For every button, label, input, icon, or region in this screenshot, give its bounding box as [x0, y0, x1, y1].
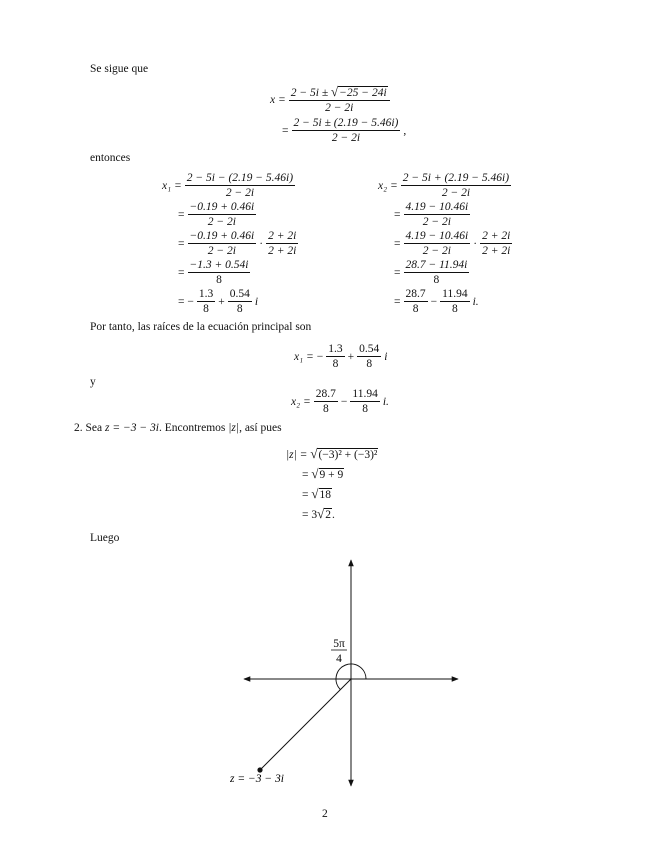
x1-step-4: = $\frac{-1.3 + 0.54i}{8}$ [178, 259, 249, 286]
item-text: , así pues [239, 422, 282, 434]
coefficient: 3 [311, 509, 318, 521]
denominator: 8 [203, 303, 209, 315]
sqrt-icon: √ [317, 506, 325, 521]
numerator: 11.94 [352, 388, 378, 400]
numerator: 28.7 − 11.94i [405, 259, 468, 271]
final-x1: x₁ = − $\frac{1.3}{8}$ + $\frac{0.54}{8}$ i [294, 343, 388, 370]
denominator: 8 [366, 358, 373, 370]
x1-label: x₁ = [294, 350, 314, 363]
numerator: 4.19 − 10.46i [405, 201, 469, 213]
denominator: 8 [433, 274, 440, 286]
numerator: 2 − 5i ± (2.19 − 5.46i) [293, 117, 399, 129]
complex-plane-figure [230, 552, 470, 792]
denominator: 8 [412, 303, 419, 315]
radicand: −25 − 24i [339, 87, 387, 99]
denominator: 2 + 2i [482, 245, 511, 257]
page-number: 2 [322, 808, 328, 820]
radicand: 2 [325, 509, 332, 521]
modulus-step-1 [286, 446, 378, 462]
denominator: 2 − 2i [422, 245, 451, 257]
numerator: −1.3 + 0.54i [189, 259, 249, 271]
numerator: 2 − 5i + (2.19 − 5.46i) [402, 172, 510, 184]
angle-label-denominator: 4 [336, 653, 342, 665]
fraction [292, 117, 401, 144]
z-vector [260, 679, 351, 770]
numerator: 0.54 [229, 288, 250, 300]
numerator: 2 + 2i [482, 230, 511, 242]
numerator: 1.3 [198, 288, 214, 300]
sqrt-icon: √ [331, 84, 339, 99]
denominator: 2 − 2i [325, 102, 354, 114]
x1-step-2: = $\frac{-0.19 + 0.46i}{2 - 2i}$ [178, 201, 255, 228]
numerator: 4.19 − 10.46i [405, 230, 469, 242]
x1-step-5: = − $\frac{1.3}{8}$ + $\frac{0.54}{8}$ i [178, 288, 259, 315]
radicand: (−3)² + (−3)² [318, 449, 378, 461]
angle-label-numerator: 5π [333, 638, 345, 650]
item-number: 2. [74, 422, 83, 434]
denominator: 2 − 2i [207, 245, 236, 257]
numerator: 28.7 [315, 388, 336, 400]
quadratic-formula-step-2: = $\frac{2 - 5i \pm (2.19 - 5.46i)}{2 - 2i}$ , [282, 117, 407, 144]
x2-step-1 [378, 172, 511, 199]
numerator: 2 + 2i [268, 230, 297, 242]
intro-text: Se sigue que [90, 63, 149, 75]
denominator: 2 − 2i [422, 216, 451, 228]
x1-step-3: = $\frac{-0.19 + 0.46i}{2 - 2i}$ · $\frac{2 + 2i}{2 + 2i}$ [178, 230, 297, 257]
modulus-step-3: = √18 [302, 486, 332, 501]
item-text: . Encontremos [158, 422, 229, 434]
radicand: 9 + 9 [319, 469, 344, 481]
x2-step-2: = $\frac{4.19 - 10.46i}{2 - 2i}$ [394, 201, 469, 228]
denominator: 8 [451, 303, 458, 315]
sqrt-icon: √ [311, 486, 319, 501]
x-eq-label: x = [270, 94, 286, 106]
por-tanto-text: Por tanto, las raíces de la ecuación principal son [90, 321, 312, 333]
denominator: 2 − 2i [441, 187, 471, 199]
denominator: 8 [322, 403, 329, 415]
denominator: 8 [332, 358, 339, 370]
luego-text: Luego [90, 532, 120, 544]
denominator: 2 − 2i [331, 132, 361, 144]
numerator: 2 − 5i − (2.19 − 5.46i) [186, 172, 294, 184]
numerator: −0.19 + 0.46i [189, 230, 255, 242]
denominator: 2 − 2i [225, 187, 255, 199]
numerator: 11.94 [442, 288, 468, 300]
x1-step-1 [162, 172, 295, 199]
z-point-label: z = −3 − 3i [230, 773, 284, 785]
numerator-part: 2 − 5i ± [290, 87, 329, 99]
fraction [289, 86, 390, 114]
denominator: 2 − 2i [207, 216, 236, 228]
y-text: y [90, 376, 96, 388]
sqrt-icon: √ [310, 446, 318, 461]
denominator: 8 [362, 403, 368, 415]
item-2-paragraph [74, 422, 282, 434]
x2-step-3: = $\frac{4.19 - 10.46i}{2 - 2i}$ · $\frac{2 + 2i}{2 + 2i}$ [394, 230, 511, 257]
x2-label: x₂ = [378, 179, 398, 192]
item-text: Sea [85, 422, 105, 434]
comma: , [403, 124, 407, 137]
x1-label: x₁ = [162, 179, 182, 192]
quadratic-formula-step-1 [270, 86, 390, 114]
x2-label: x₂ = [291, 395, 311, 408]
final-x2: x₂ = $\frac{28.7}{8}$ − $\frac{11.94}{8}$ i. [291, 388, 389, 415]
denominator: 8 [216, 274, 222, 286]
entonces-text: entonces [90, 152, 131, 164]
x2-step-4: = $\frac{28.7 - 11.94i}{8}$ [394, 259, 468, 286]
radicand: 18 [319, 489, 332, 501]
sqrt-icon: √ [311, 466, 319, 481]
x2-step-5: = $\frac{28.7}{8}$ − $\frac{11.94}{8}$ i. [394, 288, 479, 315]
denominator: 8 [236, 303, 243, 315]
numerator: 28.7 [405, 288, 426, 300]
modulus-step-2: = √9 + 9 [302, 466, 344, 481]
numerator: 0.54 [359, 343, 380, 355]
modulus: |z| [228, 422, 240, 434]
modulus-step-4: = 3√2. [302, 506, 335, 521]
numerator: 1.3 [328, 343, 343, 355]
denominator: 2 + 2i [268, 245, 297, 257]
z-definition: z = −3 − 3i [104, 422, 159, 434]
z-point [257, 767, 262, 772]
modulus-label: |z| = [286, 449, 308, 461]
numerator: −0.19 + 0.46i [189, 201, 255, 213]
